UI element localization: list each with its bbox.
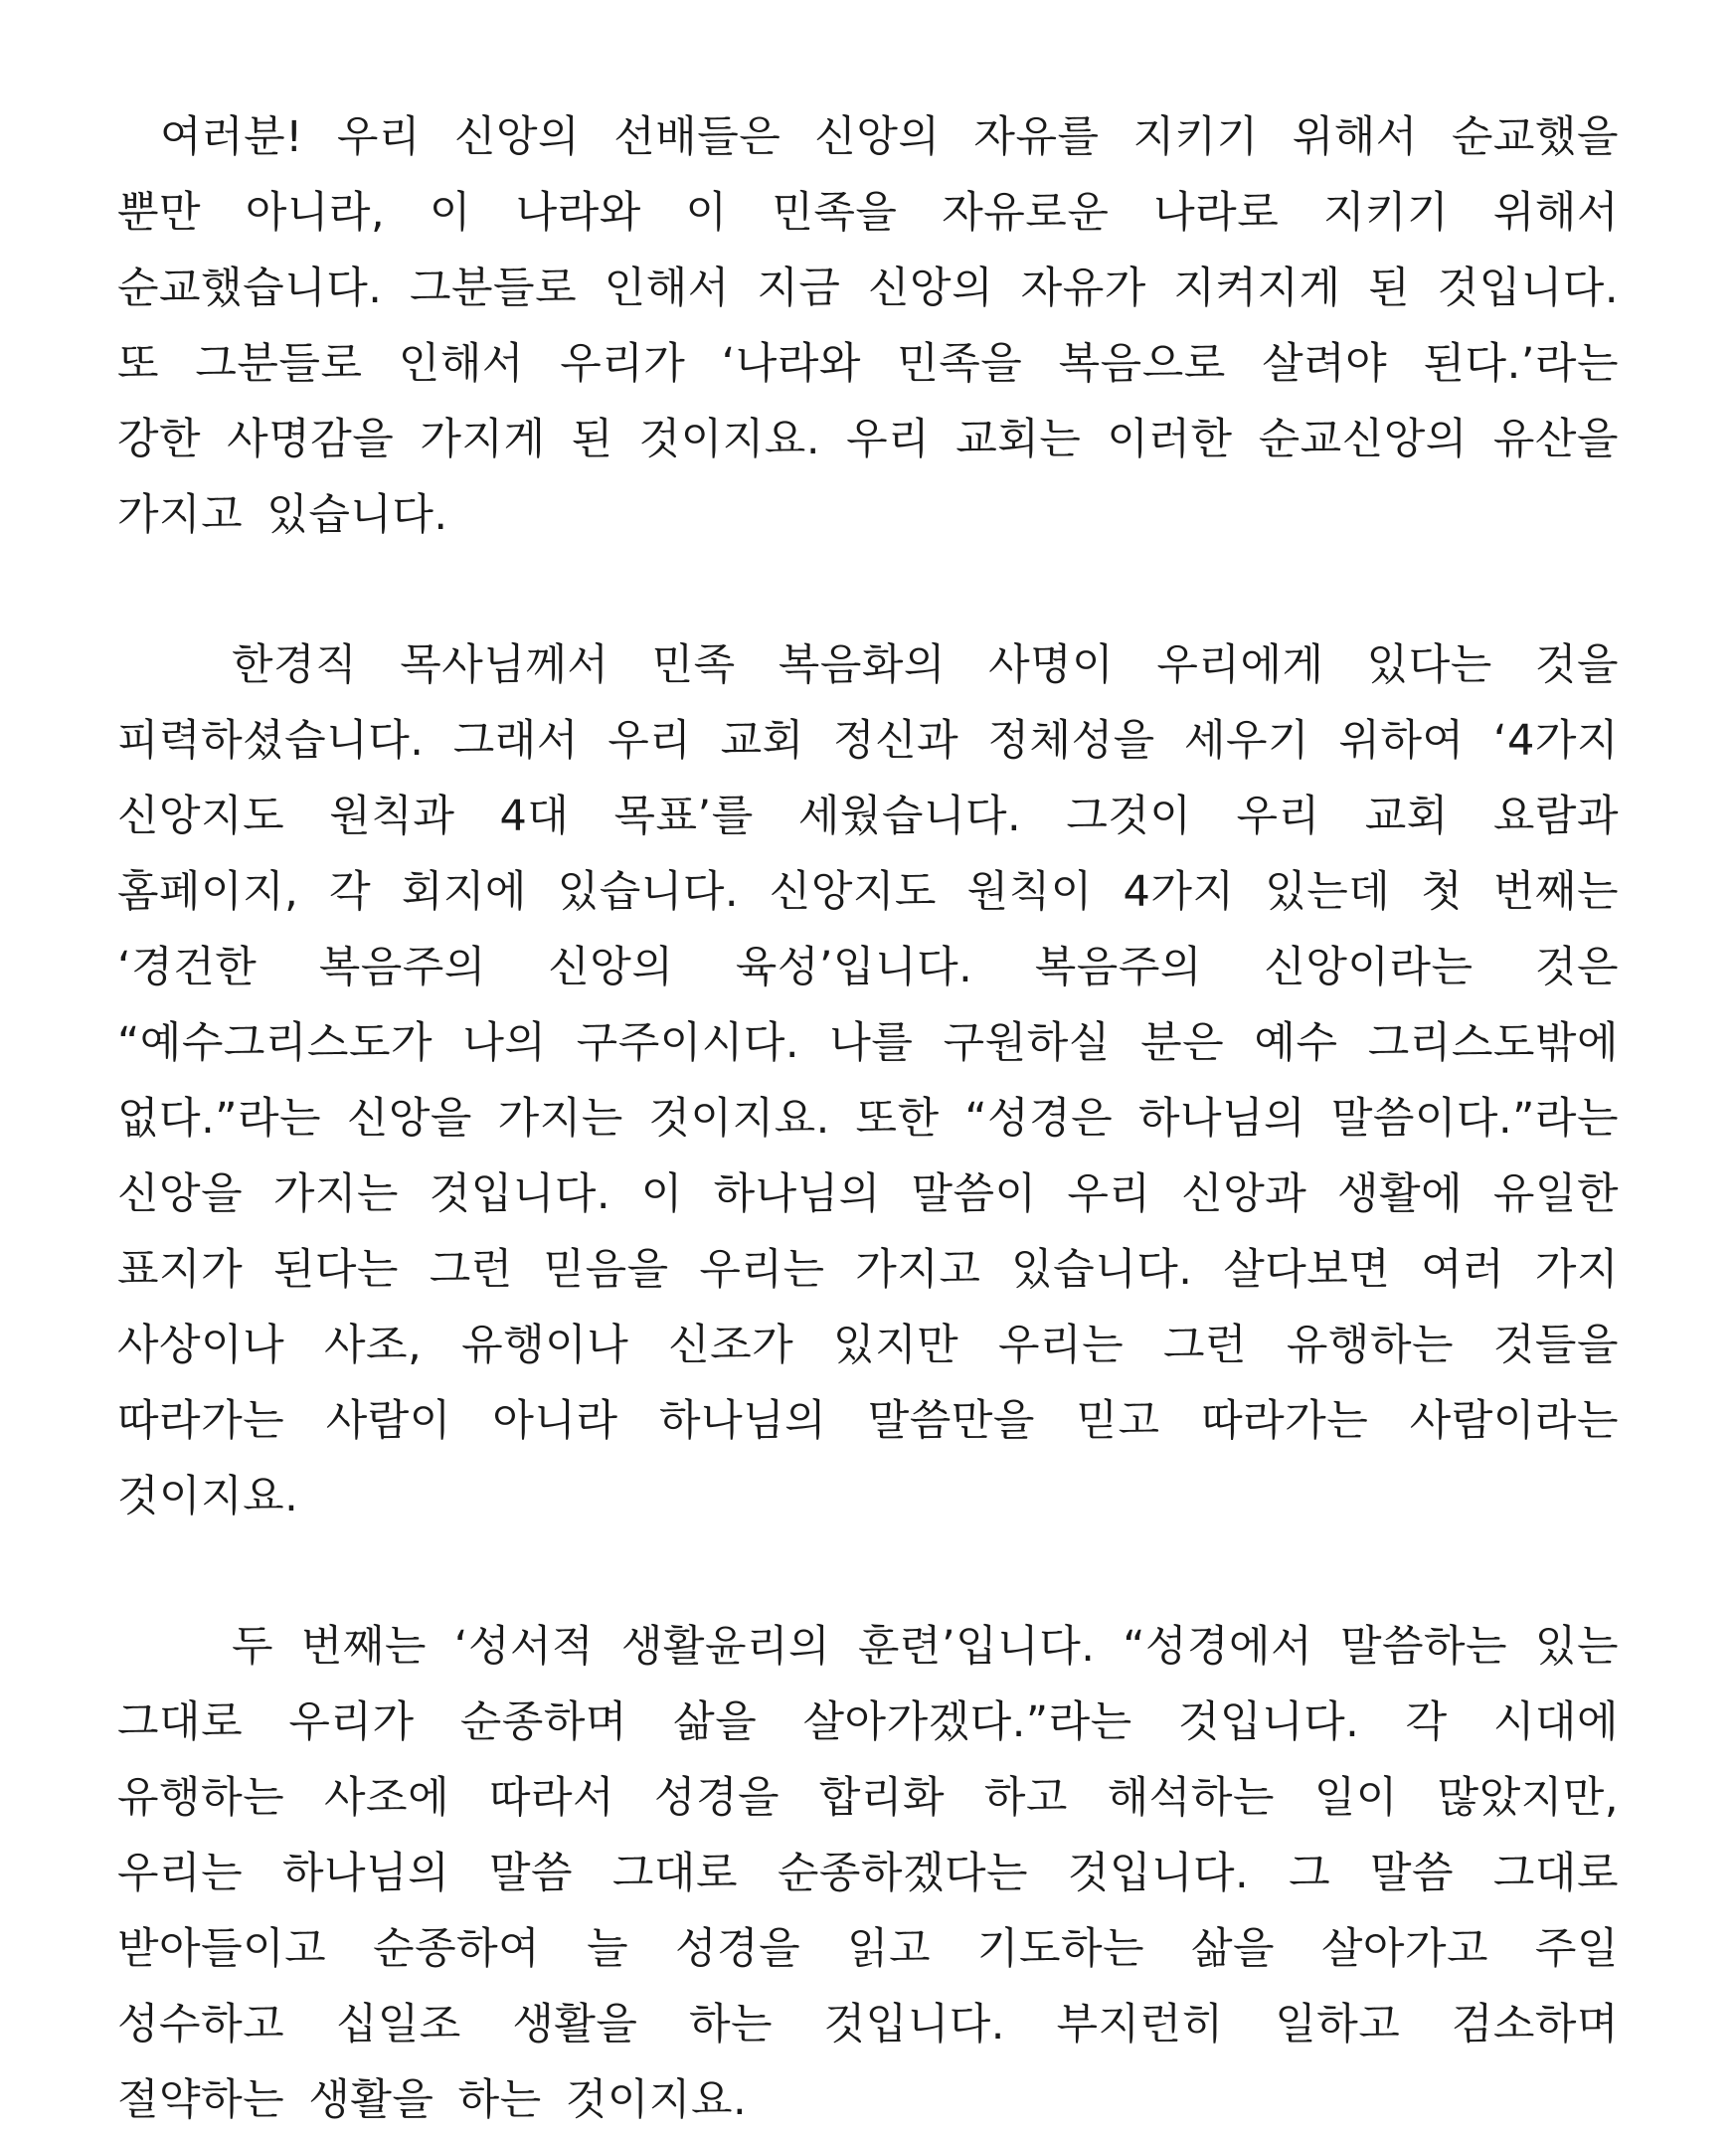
paragraph-3: 두 번째는 ‘성서적 생활윤리의 훈련’입니다. “성경에서 말씀하는 있는 그대로 우리가 순종하며 삶을 살아가겠다.”라는 것입니다. 각 시대에 유행하는 사조에 따라서 성경을 합리화 하고 해석하는 일이 많았지만, 우리는 하나님의 말씀 그대로 순종하겠다는 것입니다. 그 말씀 그대로 받아들이고 순종하여 늘 성경을 읽고 기도하는 삶을 살아가고 주일 성수하고 십일조 생활을 하는 것입니다. 부지런히 일하고 검소하며 절약하는 생활을 하는 것이지요. [117, 1622, 1619, 2125]
paragraph-2: 한경직 목사님께서 민족 복음화의 사명이 우리에게 있다는 것을 피력하셨습니다. 그래서 우리 교회 정신과 정체성을 세우기 위하여 ‘4가지 신앙지도 원칙과 4대 목표’를 세웠습니다. 그것이 우리 교회 요람과 홈페이지, 각 회지에 있습니다. 신앙지도 원칙이 4가지 있는데 첫 번째는 ‘경건한 복음주의 신앙의 육성’입니다. 복음주의 신앙이라는 것은 “예수그리스도가 나의 구주이시다. 나를 구원하실 분은 예수 그리스도밖에 없다.”라는 신앙을 가지는 것이지요. 또한 “성경은 하나님의 말씀이다.”라는 신앙을 가지는 것입니다. 이 하나님의 말씀이 우리 신앙과 생활에 유일한 표지가 된다는 그런 믿음을 우리는 가지고 있습니다. 살다보면 여러 가지 사상이나 사조, 유행이나 신조가 있지만 우리는 그런 유행하는 것들을 따라가는 사람이 아니라 하나님의 말씀만을 믿고 따라가는 사람이라는 것이지요. [117, 640, 1619, 1521]
paragraph-1: 여러분! 우리 신앙의 선배들은 신앙의 자유를 지키기 위해서 순교했을 뿐만 아니라, 이 나라와 이 민족을 자유로운 나라로 지키기 위해서 순교했습니다. 그분들로 인해서 지금 신앙의 자유가 지켜지게 된 것입니다. 또 그분들로 인해서 우리가 ‘나라와 민족을 복음으로 살려야 된다.’라는 강한 사명감을 가지게 된 것이지요. 우리 교회는 이러한 순교신앙의 유산을 가지고 있습니다. [117, 112, 1619, 540]
paragraph-spacer [117, 1534, 1619, 1609]
document-page [117, 99, 1619, 2138]
paragraph-spacer [117, 553, 1619, 627]
